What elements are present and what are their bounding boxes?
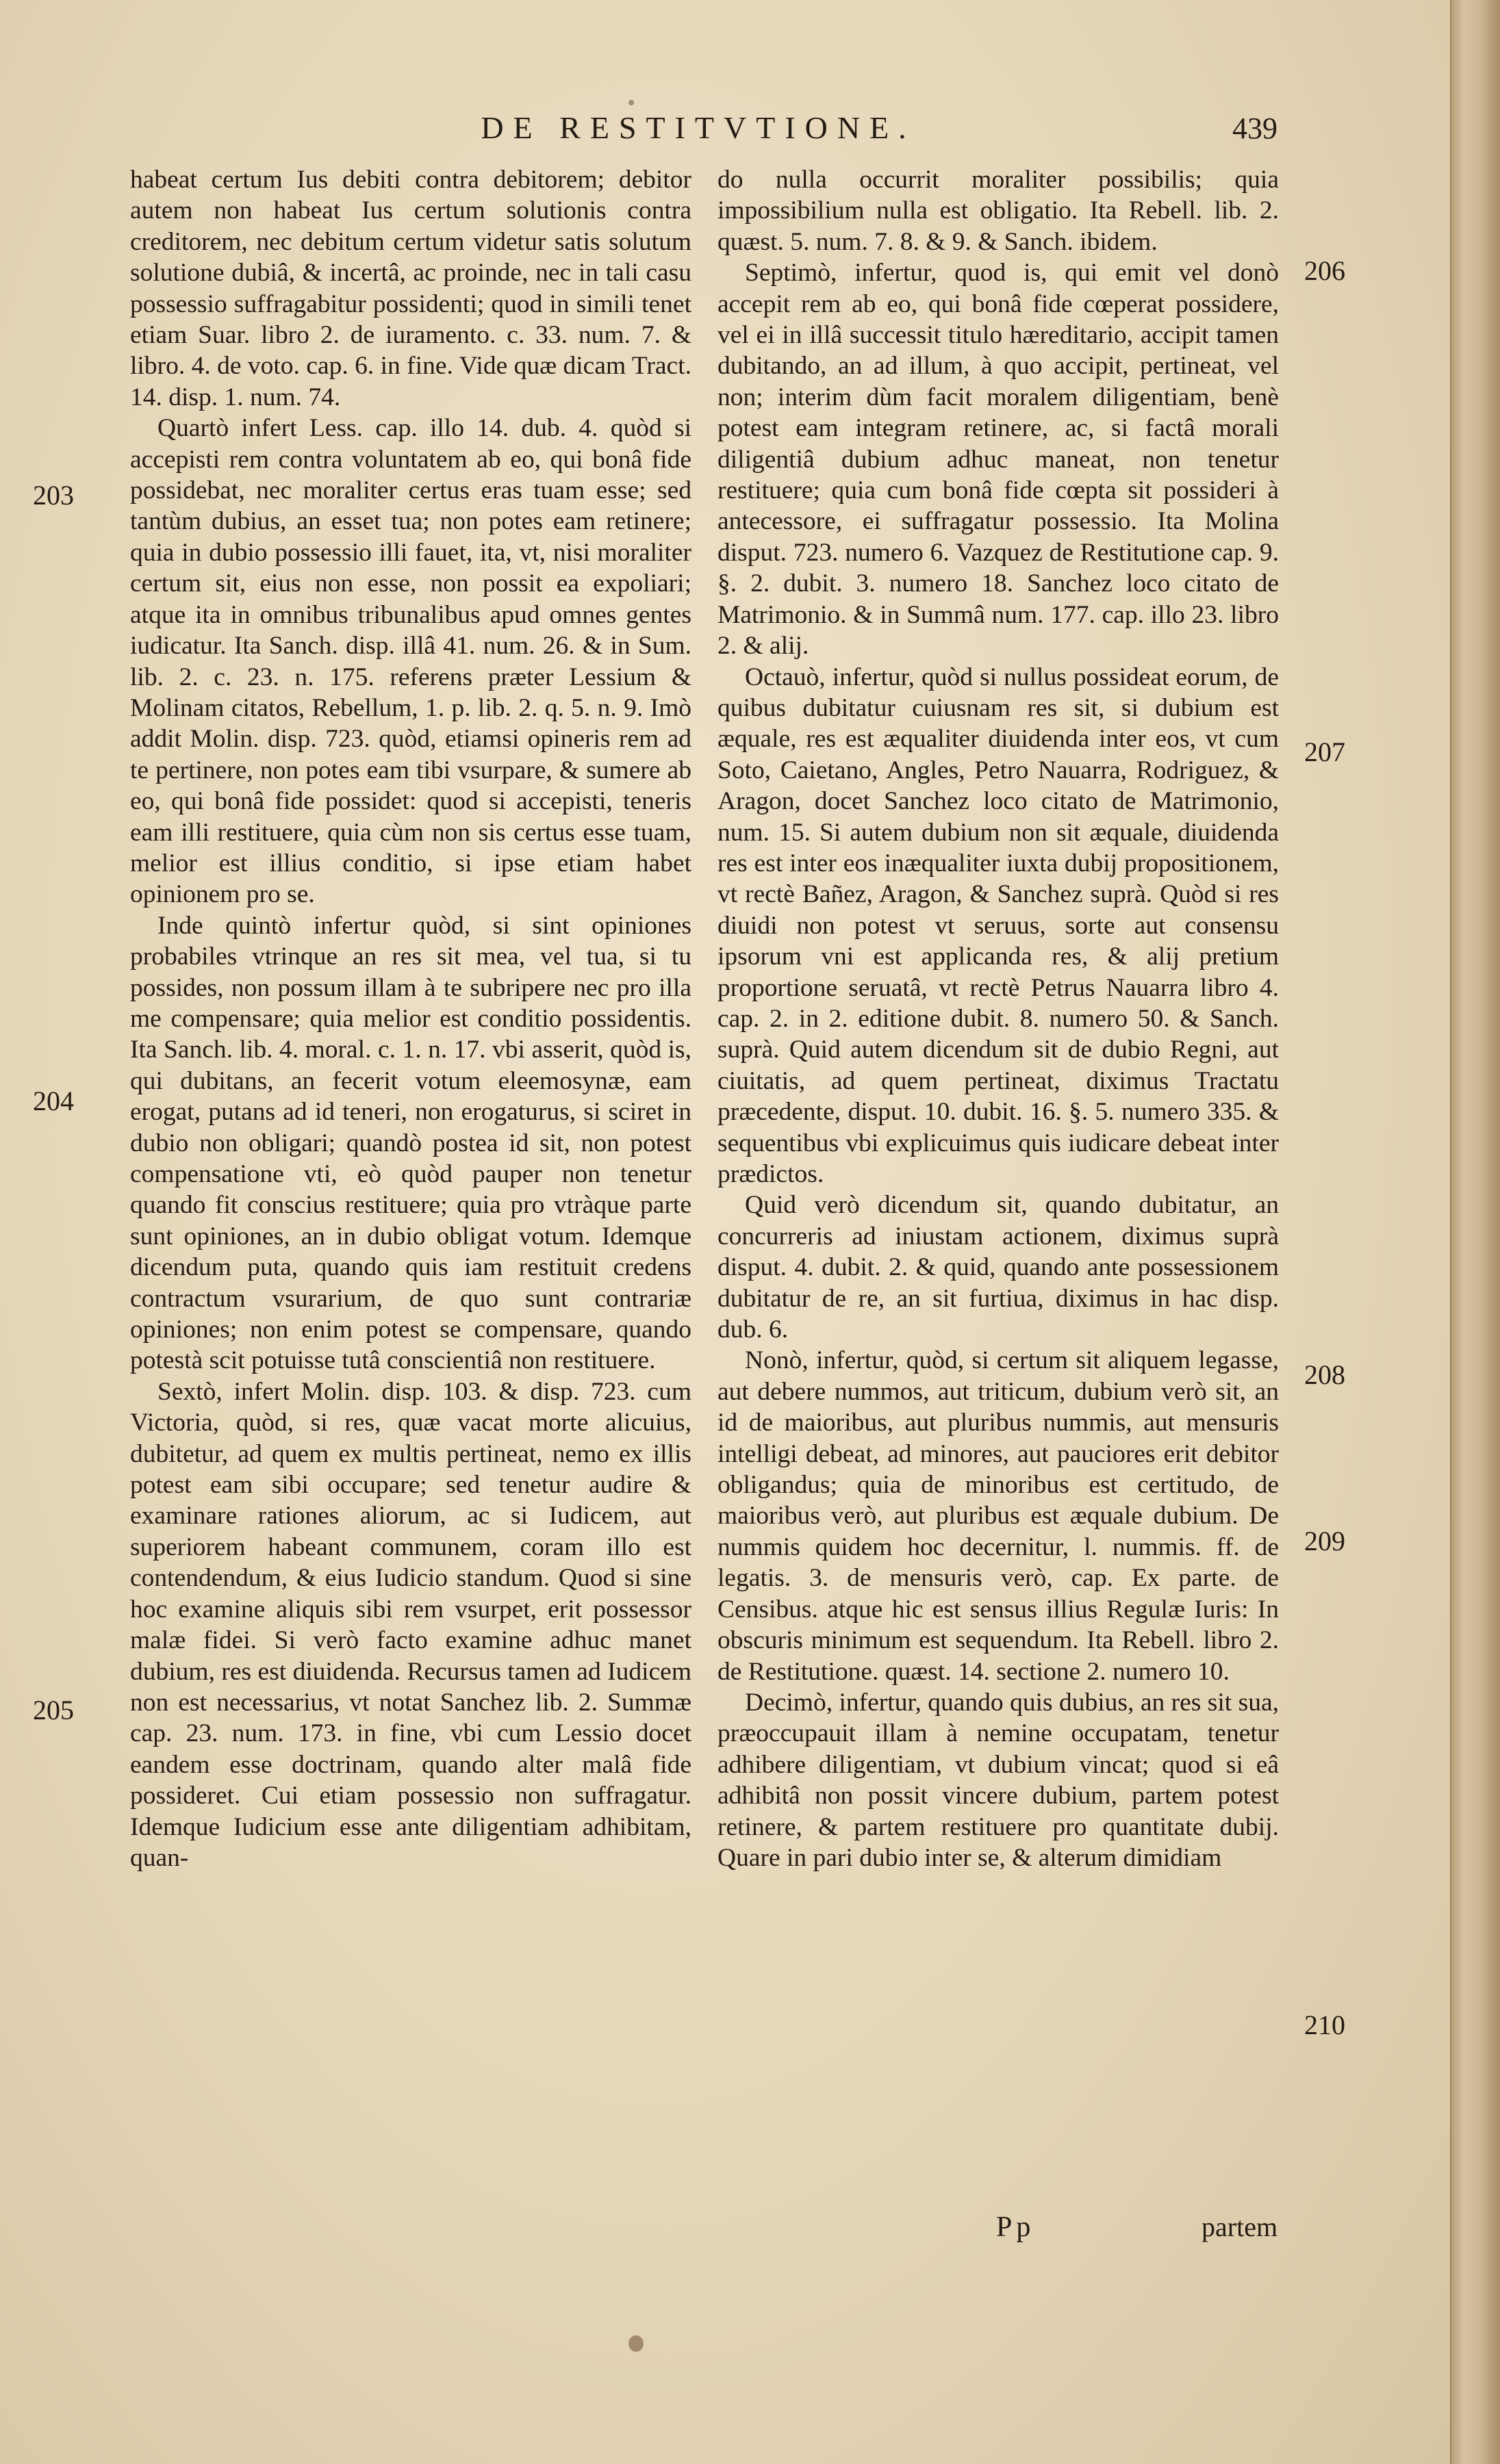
- right-paragraph-208: Quid verò dicendum sit, quando dubitatur, an concurreris ad iniustam actionem, diximus suprà disput. 4. dubit. 2. & quid, quando ante possessionem dubitatur de re, an sit furtiua, diximus in hac disp. dub. 6.: [717, 1191, 1279, 1344]
- right-text-column: [717, 164, 1279, 2190]
- page-number: 439: [1232, 112, 1277, 145]
- margin-number-208: 208: [1304, 1359, 1345, 1390]
- left-paragraph-continuation: habeat certum Ius debiti contra debitorem; debitor autem non habeat Ius certum solutionis contra creditorem, nec debitum certum videtur satis solutum solutione dubiâ, & incertâ, ac proinde, nec in tali casu possessio suffragabitur possidenti; quod in simili tenet etiam Suar. libro 2. de iuramento. c. 33. num. 7. & libro. 4. de voto. cap. 6. in fine. Vide quæ dicam Tract. 14. disp. 1. num. 74.: [130, 166, 691, 411]
- signature-mark: Pp: [996, 2211, 1035, 2243]
- margin-number-204: 204: [33, 1086, 74, 1116]
- right-paragraph-206: Septimò, infertur, quod is, qui emit vel donò accepit rem ab eo, qui bonâ fide cœperat possidere, vel ei in illâ successit titulo hæreditario, accipit tamen dubitando, an ad illum, à quo accipit, pertineat, vel non; interim dùm facit moralem diligentiam, benè potest eam integram retinere, ac, si factâ morali diligentiâ dubium adhuc maneat, non tenetur restituere; quia cum bonâ fide cœpta sit possideri à antecessore, ei suffragatur possessio. Ita Molina disput. 723. numero 6. Vazquez de Restitutione cap. 9. §. 2. dubit. 3. numero 18. Sanchez loco citato de Matrimonio. & in Summâ num. 177. cap. illo 23. libro 2. & alij.: [717, 259, 1279, 660]
- ink-speck: [628, 100, 634, 105]
- left-paragraph-205: Sextò, infert Molin. disp. 103. & disp. 723. cum Victoria, quòd, si res, quæ vacat morte alicuius, dubitetur, ad quem ex multis pertineat, nemo ex illis potest eam sibi occupare; sed tenetur audire & examinare rationes aliorum, ac si Iudicem, aut superiorem habeant communem, coram illo est contendendum, & eius Iudicio standum. Quod si sine hoc examine aliquis sibi rem vsurpet, erit possessor malæ fidei. Si verò facto examine adhuc manet dubium, res est diuidenda. Recursus tamen ad Iudicem non est necessarius, vt notat Sanchez lib. 2. Summæ cap. 23. num. 173. in fine, vbi cum Lessio docet eandem esse doctrinam, quando alter malâ fide possideret. Cui etiam possessio non suffragatur. Idemque Iudicium esse ante diligentiam adhibitam, quan-: [130, 1377, 691, 1872]
- running-head: DE RESTITVTIONE.: [481, 110, 916, 145]
- margin-number-209: 209: [1304, 1526, 1345, 1556]
- right-paragraph-209: Nonò, infertur, quòd, si certum sit aliquem legasse, aut debere nummos, aut triticum, dubium verò sit, an id de maioribus, aut pluribus nummis, aut mensuris intelligi debeat, ad minores, aut pauciores erit debitor obligandus; quia de minoribus est certitudo, de maioribus verò, aut pluribus est æquale dubium. De nummis quidem hoc decernitur, l. nummis. ff. de legatis. 3. de mensuris verò, cap. Ex parte. de Censibus. atque hic est sensus illius Regulæ Iuris: In obscuris minimum est sequendum. Ita Rebell. libro 2. de Restitutione. quæst. 14. sectione 2. numero 10.: [717, 1346, 1279, 1686]
- right-paragraph-continuation: do nulla occurrit moraliter possibilis; quia impossibilium nulla est obligatio. Ita Rebell. lib. 2. quæst. 5. num. 7. 8. & 9. & Sanch. ibidem.: [717, 166, 1279, 256]
- margin-number-205: 205: [33, 1695, 74, 1725]
- catchword: partem: [1202, 2211, 1278, 2242]
- margin-number-203: 203: [33, 480, 74, 511]
- right-paragraph-207: Octauò, infertur, quòd si nullus possideat eorum, de quibus dubitatur cuiusnam res sit, si dubium est æquale, res est æqualiter diuidenda inter eos, vt cum Soto, Caietano, Angles, Petro Nauarra, Rodriguez, & Aragon, docet Sanchez loco citato de Matrimonio, num. 15. Si autem dubium non sit æquale, diuidenda res est inter eos inæqualiter iuxta dubij propositionem, vt rectè Bañez, Aragon, & Sanchez suprà. Quòd si res diuidi non potest vt seruus, sorte aut consensu ipsorum vni est applicanda res, & alij pretium proportione seruatâ, vt rectè Petrus Nauarra libro 4. cap. 2. in 2. editione dubit. 8. numero 50. & Sanch. suprà. Quid autem dicendum sit de dubio Regni, aut ciuitatis, ad quem pertineat, diximus Tractatu præcedente, disput. 10. dubit. 16. §. 5. numero 335. & sequentibus vbi explicuimus quis iudicare debeat inter prædictos.: [717, 663, 1279, 1188]
- ink-spot: [628, 2335, 644, 2352]
- left-paragraph-203: Quartò infert Less. cap. illo 14. dub. 4. quòd si accepisti rem contra voluntatem ab eo, qui bonâ fide possidebat, nec moraliter certus eras tuam esse; sed tantùm dubius, an esset tua; non potes eam retinere; quia in dubio possessio illi fauet, ita, vt, nisi moraliter certum sit, eius non esse, non possit ea expoliari; atque ita in omnibus tribunalibus apud omnes gentes iudicatur. Ita Sanch. disp. illâ 41. num. 26. & in Sum. lib. 2. c. 23. n. 175. referens præter Lessium & Molinam citatos, Rebellum, 1. p. lib. 2. q. 5. n. 9. Imò addit Molin. disp. 723. quòd, etiamsi opineris rem ad te pertinere, non potes eam tibi vsurpare, & sumere ab eo, qui bonâ fide possidet: quod si accepisti, teneris eam illi restituere, quia cùm non sis certus esse tuam, melior est illius conditio, si ipse etiam habet opinionem pro se.: [130, 414, 691, 909]
- left-paragraph-204: Inde quintò infertur quòd, si sint opiniones probabiles vtrinque an res sit mea, vel tua, si tu possides, non possum illam à te subripere nec pro illa me compensare; quia melior est conditio possidentis. Ita Sanch. lib. 4. moral. c. 1. n. 17. vbi asserit, quòd is, qui dubitans, an fecerit votum eleemosynæ, eam erogat, putans ad id teneri, non erogaturus, si sciret in dubio non obligari; quandò postea id sit, non potest compensatione vti, eò quòd pauper non tenetur quando fit conscius restituere; quia pro vtràque parte sunt opiniones, an in dubio obligat votum. Idemque dicendum puta, quando quis iam restituit credens contractum vsurarium, de quo sunt contrariæ opiniones; non enim potest se compensare, quando potestà scit potuisse tutâ conscientiâ non restituere.: [130, 911, 691, 1375]
- margin-number-210: 210: [1304, 2010, 1345, 2040]
- margin-number-206: 206: [1304, 255, 1345, 286]
- right-paragraph-210: Decimò, infertur, quando quis dubius, an res sit sua, præoccupauit illam à nemine occupatam, tenetur adhibere diligentiam, vt dubium vincat; quod si eâ adhibitâ non possit vincere dubium, partem potest retinere, & partem restituere pro quantitate dubij. Quare in pari dubio inter se, & alterum dimidiam: [717, 1688, 1279, 1872]
- page-header: [0, 110, 1451, 151]
- page-fore-edge: [1450, 0, 1500, 2464]
- left-text-column: [130, 164, 691, 2190]
- margin-number-207: 207: [1304, 736, 1345, 767]
